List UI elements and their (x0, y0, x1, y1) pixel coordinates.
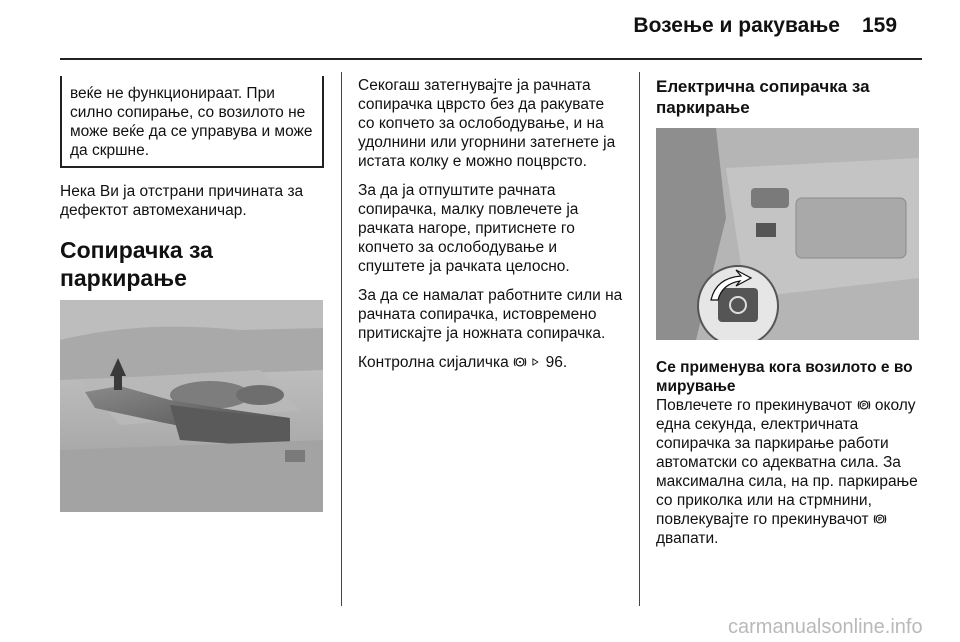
running-header: Возење и ракување (633, 14, 840, 37)
paragraph-mechanic: Нека Ви ја отстрани причината за дефектот автомеханичар. (60, 183, 304, 219)
header-rule (60, 58, 922, 60)
column-3-body (656, 358, 926, 558)
warning-text: веќе не функционираат. При силно сопирање, со возилото не може веќе да се управува и може да скршне. (60, 76, 324, 168)
paragraph-release-brake: За да ја отпуштите рачната сопирачка, малку повлечете ја рачката нагоре, притиснете го копчето за ослободување и спуштете ја рачката целосно. (358, 182, 579, 275)
paragraph-electric-brake (656, 396, 926, 548)
hand-brake-illustration (60, 300, 323, 512)
hand-brake-drawing (60, 300, 323, 512)
control-light-text: Контролна сијаличка (358, 354, 509, 371)
heading-when-stationary: Се применува кога возилото е во мирување (656, 359, 913, 395)
column-divider-right (639, 72, 640, 606)
heading-electric-parking-brake: Електрична сопирачка за паркирање (656, 77, 870, 117)
svg-text:P: P (878, 517, 882, 524)
control-light-page-ref: 96. (545, 354, 568, 371)
page-number: 159 (862, 14, 898, 37)
electric-brake-text-c: двапати. (656, 530, 719, 547)
column-1 (60, 76, 324, 331)
brake-warning-icon (513, 355, 527, 369)
electric-brake-text-b: околу една секунда, електричната сопирачка за паркирање работи автоматски со адекватна сила. За максимална сила, на пр. паркирање со приколка или на стрмнини, повлекувајте го прекинувачот (656, 397, 918, 528)
column-divider-left (341, 72, 342, 606)
electric-brake-drawing (656, 128, 919, 340)
column-2 (358, 76, 624, 382)
paragraph-control-light (358, 353, 624, 372)
footer-watermark: carmanualsonline.info (728, 616, 923, 638)
warning-box (60, 76, 324, 168)
paragraph-reduce-force: За да се намалат работните сили на рачната сопирачка, истовремено притискајте ја ножната сопирачка. (358, 287, 623, 342)
column-3 (656, 76, 926, 130)
electric-brake-illustration (656, 128, 919, 340)
section-heading-parking-brake: Сопирачка за паркирање (60, 237, 213, 291)
reference-arrow-icon (531, 355, 541, 369)
parking-brake-switch-icon (873, 512, 887, 526)
parking-brake-switch-icon (857, 398, 871, 412)
electric-brake-text-a: Повлечете го прекинувачот (656, 397, 853, 414)
svg-text:P: P (861, 403, 866, 410)
paragraph-apply-brake: Секогаш затегнувајте ја рачната сопирачка цврсто без да ракувате со копчето за ослободување, и на удолнини или угорнини затегнете ја истата колку е можно поцврсто. (358, 77, 616, 170)
